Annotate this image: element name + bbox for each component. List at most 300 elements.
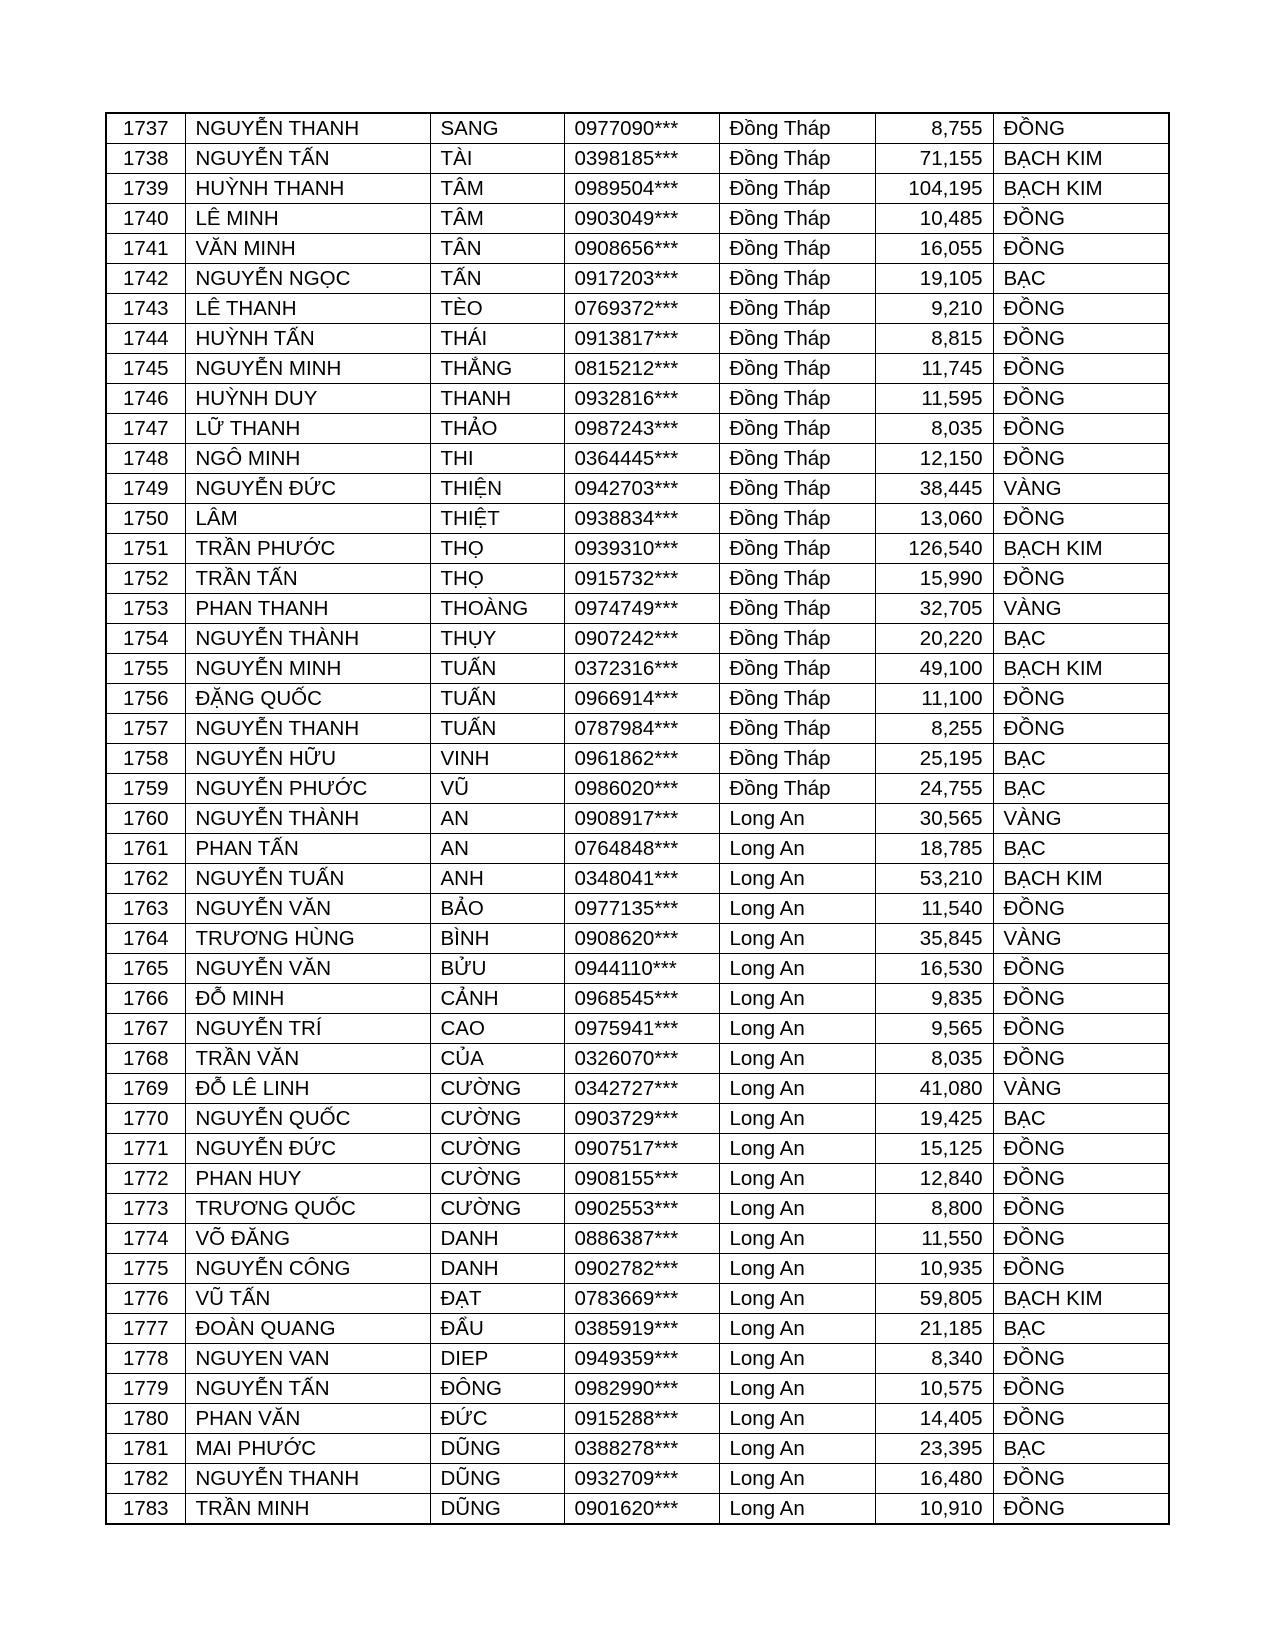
phone-cell: 0977135*** (564, 894, 719, 924)
table-row (106, 804, 1169, 834)
given-name-cell: THI (430, 444, 564, 474)
tier-cell: ĐỒNG (993, 714, 1169, 744)
phone-cell: 0944110*** (564, 954, 719, 984)
given-name-cell: THIỆT (430, 504, 564, 534)
points-cell: 19,105 (875, 264, 993, 294)
table-row (106, 1464, 1169, 1494)
given-name-cell: THỤY (430, 624, 564, 654)
phone-cell: 0787984*** (564, 714, 719, 744)
given-name-cell: AN (430, 804, 564, 834)
points-cell: 16,480 (875, 1464, 993, 1494)
tier-cell: BẠCH KIM (993, 1284, 1169, 1314)
row-number-cell: 1773 (106, 1194, 185, 1224)
given-name-cell: ĐÔNG (430, 1374, 564, 1404)
points-cell: 32,705 (875, 594, 993, 624)
province-cell: Long An (719, 1224, 875, 1254)
table-row (106, 954, 1169, 984)
tier-cell: ĐỒNG (993, 113, 1169, 144)
given-name-cell: THỌ (430, 534, 564, 564)
row-number-cell: 1770 (106, 1104, 185, 1134)
surname-cell: ĐẶNG QUỐC (185, 684, 430, 714)
phone-cell: 0989504*** (564, 174, 719, 204)
points-cell: 24,755 (875, 774, 993, 804)
province-cell: Đồng Tháp (719, 204, 875, 234)
phone-cell: 0908917*** (564, 804, 719, 834)
tier-cell: BẠC (993, 624, 1169, 654)
surname-cell: NGUYỄN QUỐC (185, 1104, 430, 1134)
points-cell: 9,565 (875, 1014, 993, 1044)
surname-cell: NGÔ MINH (185, 444, 430, 474)
phone-cell: 0902782*** (564, 1254, 719, 1284)
points-cell: 53,210 (875, 864, 993, 894)
row-number-cell: 1738 (106, 144, 185, 174)
row-number-cell: 1767 (106, 1014, 185, 1044)
phone-cell: 0975941*** (564, 1014, 719, 1044)
tier-cell: ĐỒNG (993, 294, 1169, 324)
province-cell: Đồng Tháp (719, 684, 875, 714)
row-number-cell: 1753 (106, 594, 185, 624)
surname-cell: NGUYỄN ĐỨC (185, 1134, 430, 1164)
tier-cell: BẠCH KIM (993, 144, 1169, 174)
surname-cell: TRƯƠNG QUỐC (185, 1194, 430, 1224)
phone-cell: 0342727*** (564, 1074, 719, 1104)
given-name-cell: THANH (430, 384, 564, 414)
given-name-cell: DANH (430, 1254, 564, 1284)
tier-cell: ĐỒNG (993, 1224, 1169, 1254)
phone-cell: 0982990*** (564, 1374, 719, 1404)
tier-cell: ĐỒNG (993, 234, 1169, 264)
table-row (106, 1344, 1169, 1374)
phone-cell: 0903049*** (564, 204, 719, 234)
surname-cell: NGUYỄN ĐỨC (185, 474, 430, 504)
table-row (106, 1044, 1169, 1074)
phone-cell: 0932816*** (564, 384, 719, 414)
member-table-body (106, 113, 1169, 1524)
phone-cell: 0398185*** (564, 144, 719, 174)
province-cell: Long An (719, 1464, 875, 1494)
surname-cell: NGUYỄN THANH (185, 1464, 430, 1494)
province-cell: Long An (719, 984, 875, 1014)
row-number-cell: 1777 (106, 1314, 185, 1344)
province-cell: Đồng Tháp (719, 414, 875, 444)
given-name-cell: CƯỜNG (430, 1164, 564, 1194)
row-number-cell: 1757 (106, 714, 185, 744)
table-row (106, 1254, 1169, 1284)
points-cell: 11,745 (875, 354, 993, 384)
surname-cell: LÊ MINH (185, 204, 430, 234)
phone-cell: 0961862*** (564, 744, 719, 774)
table-row (106, 414, 1169, 444)
tier-cell: BẠC (993, 264, 1169, 294)
tier-cell: BẠC (993, 774, 1169, 804)
tier-cell: ĐỒNG (993, 1044, 1169, 1074)
tier-cell: ĐỒNG (993, 1374, 1169, 1404)
surname-cell: NGUYỄN THANH (185, 113, 430, 144)
table-row (106, 1014, 1169, 1044)
phone-cell: 0942703*** (564, 474, 719, 504)
row-number-cell: 1769 (106, 1074, 185, 1104)
table-row (106, 1164, 1169, 1194)
given-name-cell: ĐẨU (430, 1314, 564, 1344)
table-row (106, 624, 1169, 654)
surname-cell: HUỲNH TẤN (185, 324, 430, 354)
province-cell: Long An (719, 1164, 875, 1194)
row-number-cell: 1782 (106, 1464, 185, 1494)
points-cell: 15,125 (875, 1134, 993, 1164)
points-cell: 11,100 (875, 684, 993, 714)
given-name-cell: DŨNG (430, 1434, 564, 1464)
surname-cell: ĐỖ LÊ LINH (185, 1074, 430, 1104)
row-number-cell: 1758 (106, 744, 185, 774)
province-cell: Long An (719, 1374, 875, 1404)
surname-cell: NGUYỄN TRÍ (185, 1014, 430, 1044)
row-number-cell: 1781 (106, 1434, 185, 1464)
given-name-cell: DANH (430, 1224, 564, 1254)
row-number-cell: 1752 (106, 564, 185, 594)
surname-cell: PHAN TẤN (185, 834, 430, 864)
province-cell: Long An (719, 1494, 875, 1525)
table-row (106, 354, 1169, 384)
province-cell: Đồng Tháp (719, 654, 875, 684)
tier-cell: ĐỒNG (993, 204, 1169, 234)
row-number-cell: 1779 (106, 1374, 185, 1404)
tier-cell: ĐỒNG (993, 1464, 1169, 1494)
tier-cell: VÀNG (993, 594, 1169, 624)
table-row (106, 654, 1169, 684)
province-cell: Long An (719, 1344, 875, 1374)
given-name-cell: TẤN (430, 264, 564, 294)
tier-cell: VÀNG (993, 1074, 1169, 1104)
table-row (106, 113, 1169, 144)
surname-cell: LỮ THANH (185, 414, 430, 444)
tier-cell: ĐỒNG (993, 384, 1169, 414)
surname-cell: NGUYỄN THANH (185, 714, 430, 744)
given-name-cell: THOÀNG (430, 594, 564, 624)
given-name-cell: TÀI (430, 144, 564, 174)
tier-cell: ĐỒNG (993, 684, 1169, 714)
tier-cell: ĐỒNG (993, 1494, 1169, 1525)
tier-cell: BẠCH KIM (993, 534, 1169, 564)
row-number-cell: 1748 (106, 444, 185, 474)
phone-cell: 0326070*** (564, 1044, 719, 1074)
phone-cell: 0915288*** (564, 1404, 719, 1434)
row-number-cell: 1755 (106, 654, 185, 684)
row-number-cell: 1743 (106, 294, 185, 324)
given-name-cell: DŨNG (430, 1494, 564, 1525)
table-row (106, 444, 1169, 474)
tier-cell: BẠC (993, 1314, 1169, 1344)
given-name-cell: CƯỜNG (430, 1194, 564, 1224)
table-row (106, 144, 1169, 174)
surname-cell: PHAN VĂN (185, 1404, 430, 1434)
phone-cell: 0348041*** (564, 864, 719, 894)
row-number-cell: 1742 (106, 264, 185, 294)
row-number-cell: 1762 (106, 864, 185, 894)
points-cell: 35,845 (875, 924, 993, 954)
points-cell: 12,150 (875, 444, 993, 474)
tier-cell: ĐỒNG (993, 1164, 1169, 1194)
province-cell: Đồng Tháp (719, 264, 875, 294)
province-cell: Long An (719, 804, 875, 834)
table-row (106, 1374, 1169, 1404)
row-number-cell: 1765 (106, 954, 185, 984)
phone-cell: 0974749*** (564, 594, 719, 624)
phone-cell: 0901620*** (564, 1494, 719, 1525)
surname-cell: PHAN THANH (185, 594, 430, 624)
phone-cell: 0915732*** (564, 564, 719, 594)
tier-cell: ĐỒNG (993, 444, 1169, 474)
member-table (105, 112, 1170, 1525)
surname-cell: TRẦN VĂN (185, 1044, 430, 1074)
province-cell: Đồng Tháp (719, 294, 875, 324)
points-cell: 10,935 (875, 1254, 993, 1284)
points-cell: 10,485 (875, 204, 993, 234)
points-cell: 11,595 (875, 384, 993, 414)
points-cell: 49,100 (875, 654, 993, 684)
surname-cell: MAI PHƯỚC (185, 1434, 430, 1464)
phone-cell: 0913817*** (564, 324, 719, 354)
points-cell: 8,255 (875, 714, 993, 744)
surname-cell: NGUYỄN TUẤN (185, 864, 430, 894)
phone-cell: 0907242*** (564, 624, 719, 654)
surname-cell: NGUYỄN PHƯỚC (185, 774, 430, 804)
points-cell: 8,755 (875, 113, 993, 144)
tier-cell: BẠC (993, 834, 1169, 864)
phone-cell: 0939310*** (564, 534, 719, 564)
province-cell: Long An (719, 1194, 875, 1224)
points-cell: 71,155 (875, 144, 993, 174)
phone-cell: 0815212*** (564, 354, 719, 384)
points-cell: 38,445 (875, 474, 993, 504)
given-name-cell: CƯỜNG (430, 1104, 564, 1134)
phone-cell: 0388278*** (564, 1434, 719, 1464)
given-name-cell: THỌ (430, 564, 564, 594)
points-cell: 8,800 (875, 1194, 993, 1224)
given-name-cell: DIEP (430, 1344, 564, 1374)
province-cell: Long An (719, 1254, 875, 1284)
points-cell: 13,060 (875, 504, 993, 534)
points-cell: 8,035 (875, 414, 993, 444)
points-cell: 14,405 (875, 1404, 993, 1434)
table-row (106, 1284, 1169, 1314)
points-cell: 21,185 (875, 1314, 993, 1344)
table-row (106, 984, 1169, 1014)
surname-cell: NGUYỄN THÀNH (185, 624, 430, 654)
province-cell: Đồng Tháp (719, 744, 875, 774)
given-name-cell: ĐỨC (430, 1404, 564, 1434)
given-name-cell: VŨ (430, 774, 564, 804)
given-name-cell: TÂM (430, 204, 564, 234)
points-cell: 11,550 (875, 1224, 993, 1254)
surname-cell: NGUYỄN VĂN (185, 894, 430, 924)
phone-cell: 0977090*** (564, 113, 719, 144)
given-name-cell: ANH (430, 864, 564, 894)
table-row (106, 504, 1169, 534)
given-name-cell: TUẤN (430, 714, 564, 744)
given-name-cell: CAO (430, 1014, 564, 1044)
tier-cell: ĐỒNG (993, 1404, 1169, 1434)
row-number-cell: 1747 (106, 414, 185, 444)
province-cell: Long An (719, 1014, 875, 1044)
table-row (106, 714, 1169, 744)
table-row (106, 174, 1169, 204)
table-row (106, 894, 1169, 924)
row-number-cell: 1737 (106, 113, 185, 144)
tier-cell: ĐỒNG (993, 954, 1169, 984)
table-row (106, 384, 1169, 414)
row-number-cell: 1749 (106, 474, 185, 504)
points-cell: 12,840 (875, 1164, 993, 1194)
province-cell: Long An (719, 834, 875, 864)
province-cell: Đồng Tháp (719, 354, 875, 384)
tier-cell: ĐỒNG (993, 324, 1169, 354)
tier-cell: BẠC (993, 1434, 1169, 1464)
points-cell: 11,540 (875, 894, 993, 924)
phone-cell: 0968545*** (564, 984, 719, 1014)
surname-cell: NGUYEN VAN (185, 1344, 430, 1374)
points-cell: 9,210 (875, 294, 993, 324)
phone-cell: 0966914*** (564, 684, 719, 714)
table-row (106, 1434, 1169, 1464)
phone-cell: 0385919*** (564, 1314, 719, 1344)
surname-cell: NGUYỄN HỮU (185, 744, 430, 774)
tier-cell: BẠCH KIM (993, 864, 1169, 894)
table-row (106, 684, 1169, 714)
given-name-cell: BẢO (430, 894, 564, 924)
row-number-cell: 1759 (106, 774, 185, 804)
row-number-cell: 1778 (106, 1344, 185, 1374)
row-number-cell: 1751 (106, 534, 185, 564)
phone-cell: 0372316*** (564, 654, 719, 684)
province-cell: Long An (719, 864, 875, 894)
row-number-cell: 1763 (106, 894, 185, 924)
points-cell: 8,035 (875, 1044, 993, 1074)
phone-cell: 0783669*** (564, 1284, 719, 1314)
surname-cell: NGUYỄN CÔNG (185, 1254, 430, 1284)
points-cell: 16,055 (875, 234, 993, 264)
points-cell: 19,425 (875, 1104, 993, 1134)
row-number-cell: 1783 (106, 1494, 185, 1525)
province-cell: Đồng Tháp (719, 624, 875, 654)
points-cell: 23,395 (875, 1434, 993, 1464)
given-name-cell: BÌNH (430, 924, 564, 954)
row-number-cell: 1741 (106, 234, 185, 264)
given-name-cell: DŨNG (430, 1464, 564, 1494)
row-number-cell: 1746 (106, 384, 185, 414)
tier-cell: ĐỒNG (993, 1134, 1169, 1164)
surname-cell: VĂN MINH (185, 234, 430, 264)
table-row (106, 1104, 1169, 1134)
points-cell: 59,805 (875, 1284, 993, 1314)
table-row (106, 1224, 1169, 1254)
province-cell: Đồng Tháp (719, 534, 875, 564)
province-cell: Đồng Tháp (719, 774, 875, 804)
province-cell: Long An (719, 924, 875, 954)
given-name-cell: THẢO (430, 414, 564, 444)
table-row (106, 534, 1169, 564)
points-cell: 126,540 (875, 534, 993, 564)
table-row (106, 744, 1169, 774)
tier-cell: ĐỒNG (993, 1344, 1169, 1374)
table-row (106, 474, 1169, 504)
province-cell: Đồng Tháp (719, 594, 875, 624)
phone-cell: 0902553*** (564, 1194, 719, 1224)
phone-cell: 0917203*** (564, 264, 719, 294)
surname-cell: ĐOÀN QUANG (185, 1314, 430, 1344)
phone-cell: 0987243*** (564, 414, 719, 444)
tier-cell: ĐỒNG (993, 564, 1169, 594)
given-name-cell: CƯỜNG (430, 1074, 564, 1104)
tier-cell: ĐỒNG (993, 984, 1169, 1014)
row-number-cell: 1764 (106, 924, 185, 954)
table-row (106, 1074, 1169, 1104)
province-cell: Long An (719, 1314, 875, 1344)
points-cell: 41,080 (875, 1074, 993, 1104)
table-row (106, 234, 1169, 264)
phone-cell: 0949359*** (564, 1344, 719, 1374)
table-row (106, 1134, 1169, 1164)
phone-cell: 0932709*** (564, 1464, 719, 1494)
table-row (106, 1194, 1169, 1224)
row-number-cell: 1740 (106, 204, 185, 234)
given-name-cell: TÂN (430, 234, 564, 264)
given-name-cell: ĐẠT (430, 1284, 564, 1314)
points-cell: 10,910 (875, 1494, 993, 1525)
phone-cell: 0886387*** (564, 1224, 719, 1254)
phone-cell: 0907517*** (564, 1134, 719, 1164)
row-number-cell: 1776 (106, 1284, 185, 1314)
province-cell: Đồng Tháp (719, 714, 875, 744)
province-cell: Đồng Tháp (719, 113, 875, 144)
phone-cell: 0903729*** (564, 1104, 719, 1134)
tier-cell: BẠC (993, 1104, 1169, 1134)
province-cell: Long An (719, 1284, 875, 1314)
row-number-cell: 1756 (106, 684, 185, 714)
surname-cell: PHAN HUY (185, 1164, 430, 1194)
tier-cell: VÀNG (993, 924, 1169, 954)
province-cell: Đồng Tháp (719, 504, 875, 534)
row-number-cell: 1771 (106, 1134, 185, 1164)
surname-cell: NGUYỄN TẤN (185, 1374, 430, 1404)
points-cell: 25,195 (875, 744, 993, 774)
province-cell: Long An (719, 1104, 875, 1134)
surname-cell: HUỲNH DUY (185, 384, 430, 414)
tier-cell: BẠC (993, 744, 1169, 774)
surname-cell: HUỲNH THANH (185, 174, 430, 204)
table-row (106, 204, 1169, 234)
given-name-cell: TÂM (430, 174, 564, 204)
tier-cell: ĐỒNG (993, 354, 1169, 384)
points-cell: 30,565 (875, 804, 993, 834)
row-number-cell: 1780 (106, 1404, 185, 1434)
table-row (106, 1494, 1169, 1525)
given-name-cell: TUẤN (430, 684, 564, 714)
phone-cell: 0364445*** (564, 444, 719, 474)
given-name-cell: CƯỜNG (430, 1134, 564, 1164)
tier-cell: ĐỒNG (993, 1014, 1169, 1044)
surname-cell: NGUYỄN THÀNH (185, 804, 430, 834)
phone-cell: 0986020*** (564, 774, 719, 804)
table-row (106, 864, 1169, 894)
tier-cell: BẠCH KIM (993, 654, 1169, 684)
province-cell: Đồng Tháp (719, 324, 875, 354)
tier-cell: VÀNG (993, 474, 1169, 504)
surname-cell: TRƯƠNG HÙNG (185, 924, 430, 954)
points-cell: 9,835 (875, 984, 993, 1014)
province-cell: Đồng Tháp (719, 474, 875, 504)
table-row (106, 924, 1169, 954)
surname-cell: TRẦN TẤN (185, 564, 430, 594)
